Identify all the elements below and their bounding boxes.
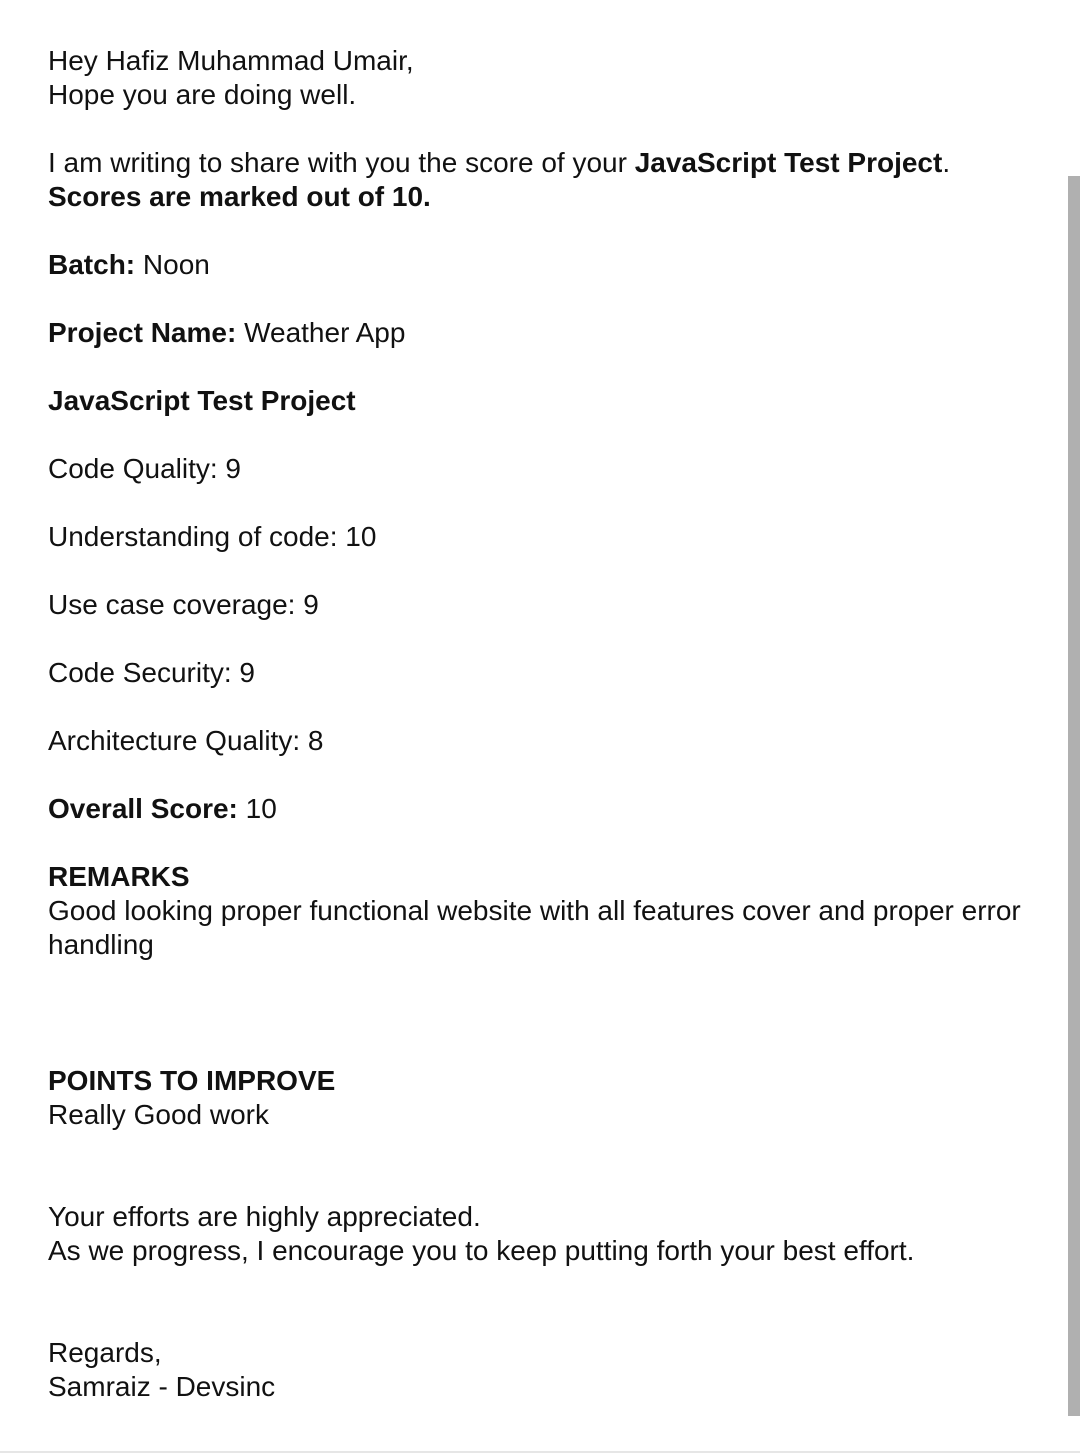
score-use-case-coverage: Use case coverage: 9 [48,589,319,620]
project-name-label: Project Name: [48,317,237,348]
email-body [48,44,1038,1404]
score-understanding: Understanding of code: 10 [48,521,377,552]
vertical-scrollbar[interactable] [1068,176,1080,1416]
hope-line: Hope you are doing well. [48,79,357,110]
scores-note: Scores are marked out of 10. [48,181,431,212]
section-title: JavaScript Test Project [48,385,356,416]
intro-end: . [942,147,951,178]
overall-score-value: 10 [245,793,277,824]
greeting: Hey Hafiz Muhammad Umair, [48,45,414,76]
improve-text: Really Good work [48,1099,269,1130]
remarks-heading: REMARKS [48,861,190,892]
intro-project: JavaScript Test Project [634,147,943,178]
score-code-security: Code Security: 9 [48,657,255,688]
signature: Samraiz - Devsinc [48,1371,276,1402]
batch-label: Batch: [48,249,136,280]
remarks-text: Good looking proper functional website with all features cover and proper error handling [48,895,1021,960]
overall-score-line [48,792,1038,826]
overall-score-label: Overall Score: [48,793,238,824]
batch-value: Noon [142,249,210,280]
intro-text: I am writing to share with you the score of your [48,147,635,178]
closing-line-2: As we progress, I encourage you to keep putting forth your best effort. [48,1235,915,1266]
improve-heading: POINTS TO IMPROVE [48,1065,336,1096]
intro-line [48,146,1038,180]
score-architecture-quality: Architecture Quality: 8 [48,725,324,756]
closing-line-1: Your efforts are highly appreciated. [48,1201,481,1232]
score-code-quality: Code Quality: 9 [48,453,241,484]
project-name-value: Weather App [244,317,406,348]
project-name-line [48,316,1038,350]
regards: Regards, [48,1337,162,1368]
batch-line [48,248,1038,282]
